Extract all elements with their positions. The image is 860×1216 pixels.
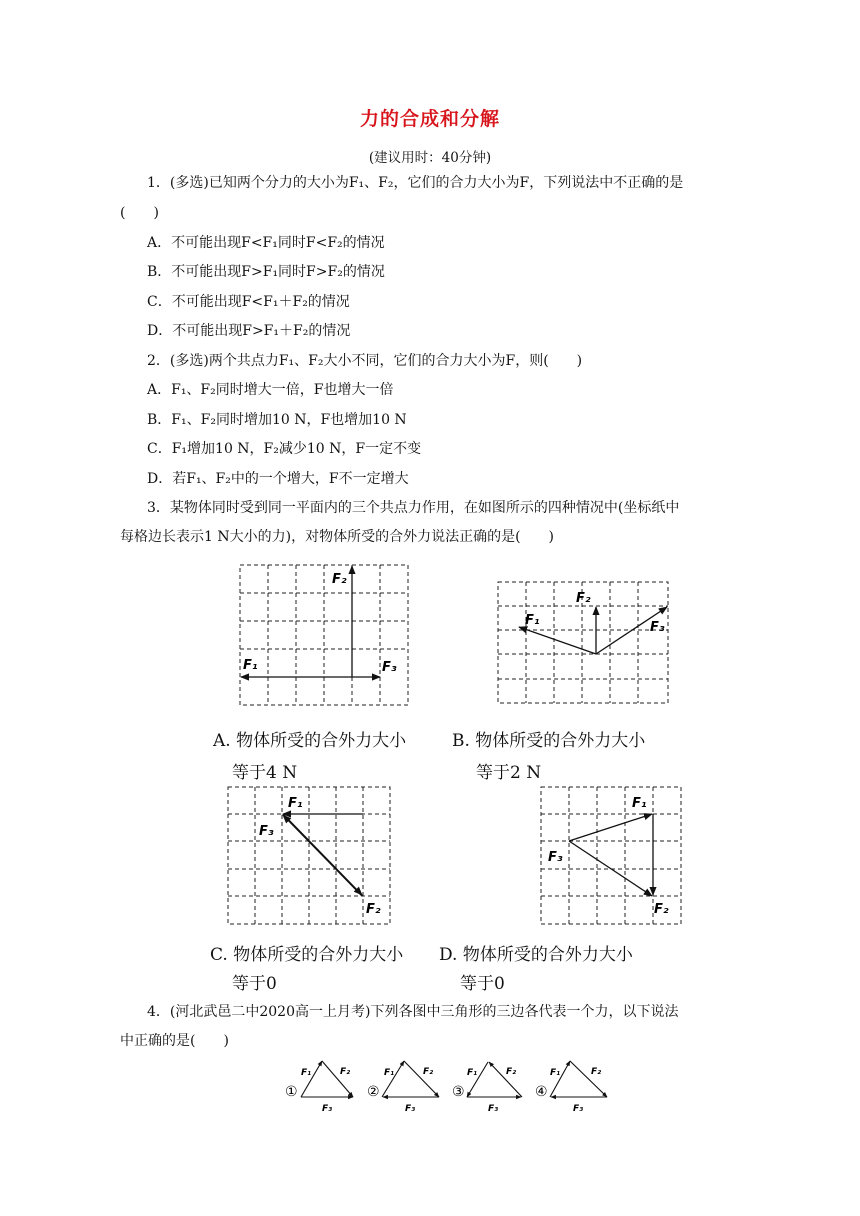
figure-d-f1-arrow	[569, 814, 652, 841]
figure-d-f1-label: F₁	[632, 796, 647, 811]
q3-stem-line2: 每格边长表示1 N大小的力)，对物体所受的合外力说法正确的是( )	[120, 529, 554, 545]
figure-c-f3-label: F₃	[259, 824, 274, 839]
figure-b-f1-label: F₁	[525, 613, 540, 628]
triangle-2-f2	[404, 1061, 439, 1097]
triangle-1-f1-label: F₁	[301, 1068, 312, 1078]
triangle-4-f2-label: F₂	[591, 1067, 602, 1077]
caption-d-line1: D. 物体所受的合外力大小	[439, 945, 633, 965]
caption-b-line2: 等于2 N	[476, 763, 542, 783]
figure-b-f1-arrow	[519, 627, 596, 654]
page-title: 力的合成和分解	[359, 108, 500, 130]
triangle-number-4: ④	[535, 1084, 548, 1100]
triangle-1-f2-label: F₂	[340, 1067, 351, 1077]
q4-stem-line1: 4．(河北武邑二中2020高一上月考)下列各图中三角形的三边各代表一个力，以下说法	[147, 1004, 679, 1020]
triangle-2-f1-label: F₁	[384, 1068, 395, 1078]
triangle-2-f1	[382, 1061, 404, 1097]
triangle-4-f3-label: F₃	[573, 1104, 584, 1114]
caption-a-line1: A. 物体所受的合外力大小	[213, 731, 407, 751]
triangle-2-f3-label: F₃	[405, 1104, 416, 1114]
q4-triangle-diagrams	[0, 1050, 860, 1120]
figure-c-f2-arrow	[283, 814, 362, 895]
figure-c-f1-label: F₁	[288, 796, 303, 811]
triangle-4-f2	[570, 1061, 607, 1097]
triangle-4-f1-label: F₁	[550, 1068, 561, 1078]
caption-a-line2: 等于4 N	[232, 763, 298, 783]
figure-d-f3-label: F₃	[548, 850, 563, 865]
caption-b-line1: B. 物体所受的合外力大小	[452, 731, 646, 751]
q1-option-d: D．不可能出现F>F₁＋F₂的情况	[147, 323, 351, 339]
triangle-3-f2-label: F₂	[506, 1067, 517, 1077]
caption-c-line2: 等于0	[232, 974, 277, 994]
triangle-number-2: ②	[367, 1084, 380, 1100]
q2-stem: 2．(多选)两个共点力F₁、F₂大小不同，它们的合力大小为F，则( )	[147, 353, 583, 369]
q2-option-d: D．若F₁、F₂中的一个增大，F不一定增大	[147, 471, 409, 487]
caption-d-line2: 等于0	[460, 974, 505, 994]
q1-stem-line2: ( )	[120, 205, 159, 221]
triangle-3-f3-label: F₃	[488, 1104, 499, 1114]
triangle-number-3: ③	[452, 1084, 465, 1100]
q3-stem-line1: 3．某物体同时受到同一平面内的三个共点力作用，在如图所示的四种情况中(坐标纸中	[147, 500, 680, 516]
figure-c-f2-label: F₂	[366, 902, 381, 917]
figure-a-f1-label: F₁	[243, 658, 258, 673]
triangle-1-f1	[301, 1061, 322, 1097]
figure-b-f3-label: F₃	[650, 620, 665, 635]
q1-stem-line1: 1．(多选)已知两个分力的大小为F₁、F₂，它们的合力大小为F，下列说法中不正确的是	[147, 175, 684, 191]
caption-c-line1: C. 物体所受的合外力大小	[210, 945, 404, 965]
figure-a-f2-label: F₂	[332, 572, 347, 587]
figure-a-f3-label: F₃	[382, 660, 397, 675]
triangle-number-1: ①	[285, 1084, 298, 1100]
q2-option-b: B．F₁、F₂同时增加10 N，F也增加10 N	[147, 412, 407, 428]
q2-option-c: C．F₁增加10 N，F₂减少10 N，F一定不变	[147, 441, 422, 457]
triangle-2-f2-label: F₂	[423, 1067, 434, 1077]
q1-option-b: B．不可能出现F>F₁同时F>F₂的情况	[147, 264, 385, 280]
figure-b-f2-label: F₂	[576, 591, 591, 606]
figure-a-grid	[240, 565, 408, 705]
q1-option-c: C．不可能出现F<F₁＋F₂的情况	[147, 294, 350, 310]
suggested-time: (建议用时：40分钟)	[368, 150, 492, 166]
q3-force-diagrams	[0, 555, 860, 995]
figure-d-f2-label: F₂	[654, 902, 669, 917]
q2-option-a: A．F₁、F₂同时增大一倍，F也增大一倍	[147, 382, 394, 398]
triangle-3-f1-label: F₁	[467, 1068, 478, 1078]
figure-c-f3-arrow	[283, 815, 362, 896]
q4-stem-line2: 中正确的是( )	[120, 1033, 229, 1049]
triangle-4-f1	[550, 1061, 570, 1097]
q1-option-a: A．不可能出现F<F₁同时F<F₂的情况	[147, 235, 385, 251]
triangle-1-f3-label: F₃	[322, 1104, 333, 1114]
